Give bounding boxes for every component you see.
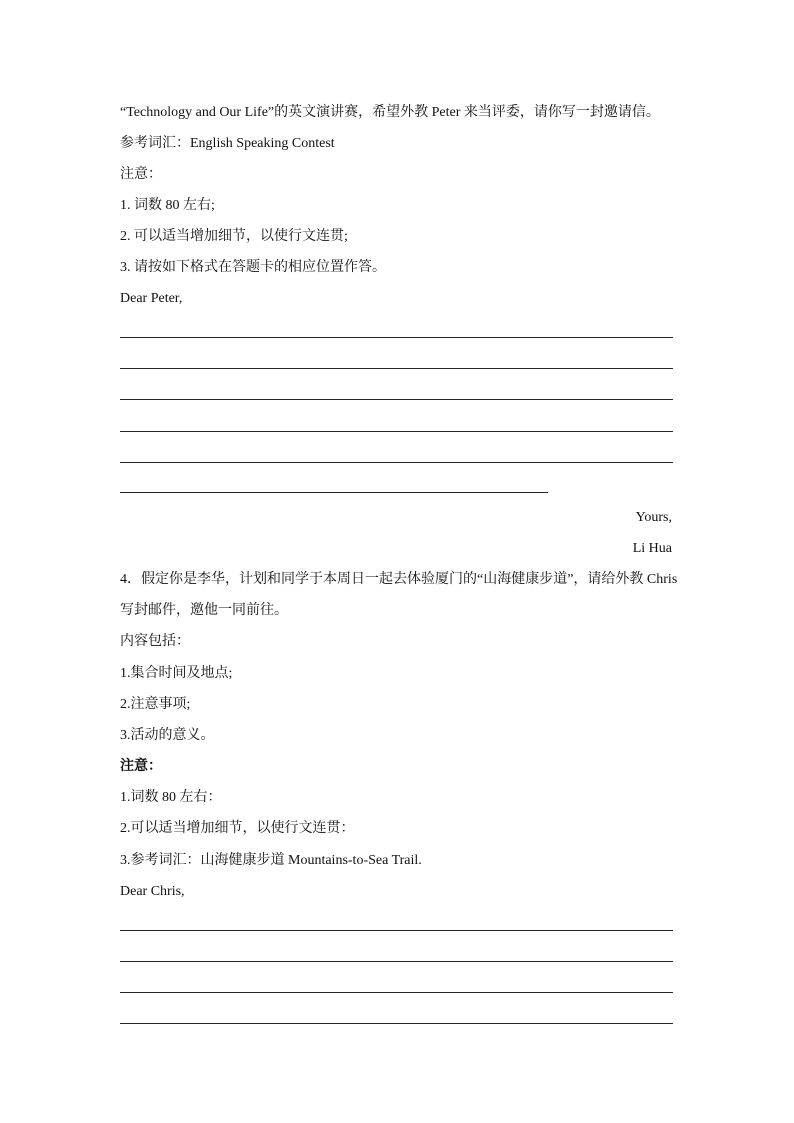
essay-intro-line: “Technology and Our Life”的英文演讲赛，希望外教 Peter 来当评委，请你写一封邀请信。 [120, 105, 660, 120]
answer-line[interactable] [120, 399, 673, 400]
letter-closing: Yours, [635, 510, 672, 525]
content-item-3: 3.活动的意义。 [120, 728, 215, 743]
note-item-2: 2. 可以适当增加细节，以使行文连贯; [120, 229, 348, 244]
answer-line[interactable] [120, 1023, 673, 1024]
answer-line[interactable] [120, 368, 673, 369]
letter-signature: Li Hua [632, 541, 672, 556]
question-4-prompt-line-2: 写封邮件，邀他一同前往。 [120, 603, 288, 618]
note-item-3: 3.参考词汇：山海健康步道 Mountains-to-Sea Trail. [120, 853, 422, 868]
note-item-1: 1. 词数 80 左右; [120, 198, 215, 213]
content-item-1: 1.集合时间及地点; [120, 666, 233, 681]
answer-line[interactable] [120, 462, 673, 463]
answer-line[interactable] [120, 992, 673, 993]
answer-line[interactable] [120, 930, 673, 931]
note-item-1: 1.词数 80 左右： [120, 790, 222, 805]
answer-line[interactable] [120, 492, 548, 493]
question-4-prompt-line-1: 4．假定你是李华，计划和同学于本周日一起去体验厦门的“山海健康步道”，请给外教 Chris [120, 572, 678, 587]
content-item-2: 2.注意事项; [120, 697, 191, 712]
content-heading: 内容包括： [120, 634, 190, 649]
vocab-reference: 参考词汇：English Speaking Contest [120, 136, 335, 151]
answer-line[interactable] [120, 961, 673, 962]
note-item-3: 3. 请按如下格式在答题卡的相应位置作答。 [120, 260, 386, 275]
letter-salutation: Dear Peter, [120, 291, 183, 306]
answer-line[interactable] [120, 337, 673, 338]
note-heading: 注意： [120, 167, 162, 182]
note-item-2: 2.可以适当增加细节，以使行文连贯： [120, 821, 355, 836]
answer-line[interactable] [120, 431, 673, 432]
note-heading: 注意： [120, 759, 162, 774]
letter-salutation: Dear Chris, [120, 884, 185, 899]
